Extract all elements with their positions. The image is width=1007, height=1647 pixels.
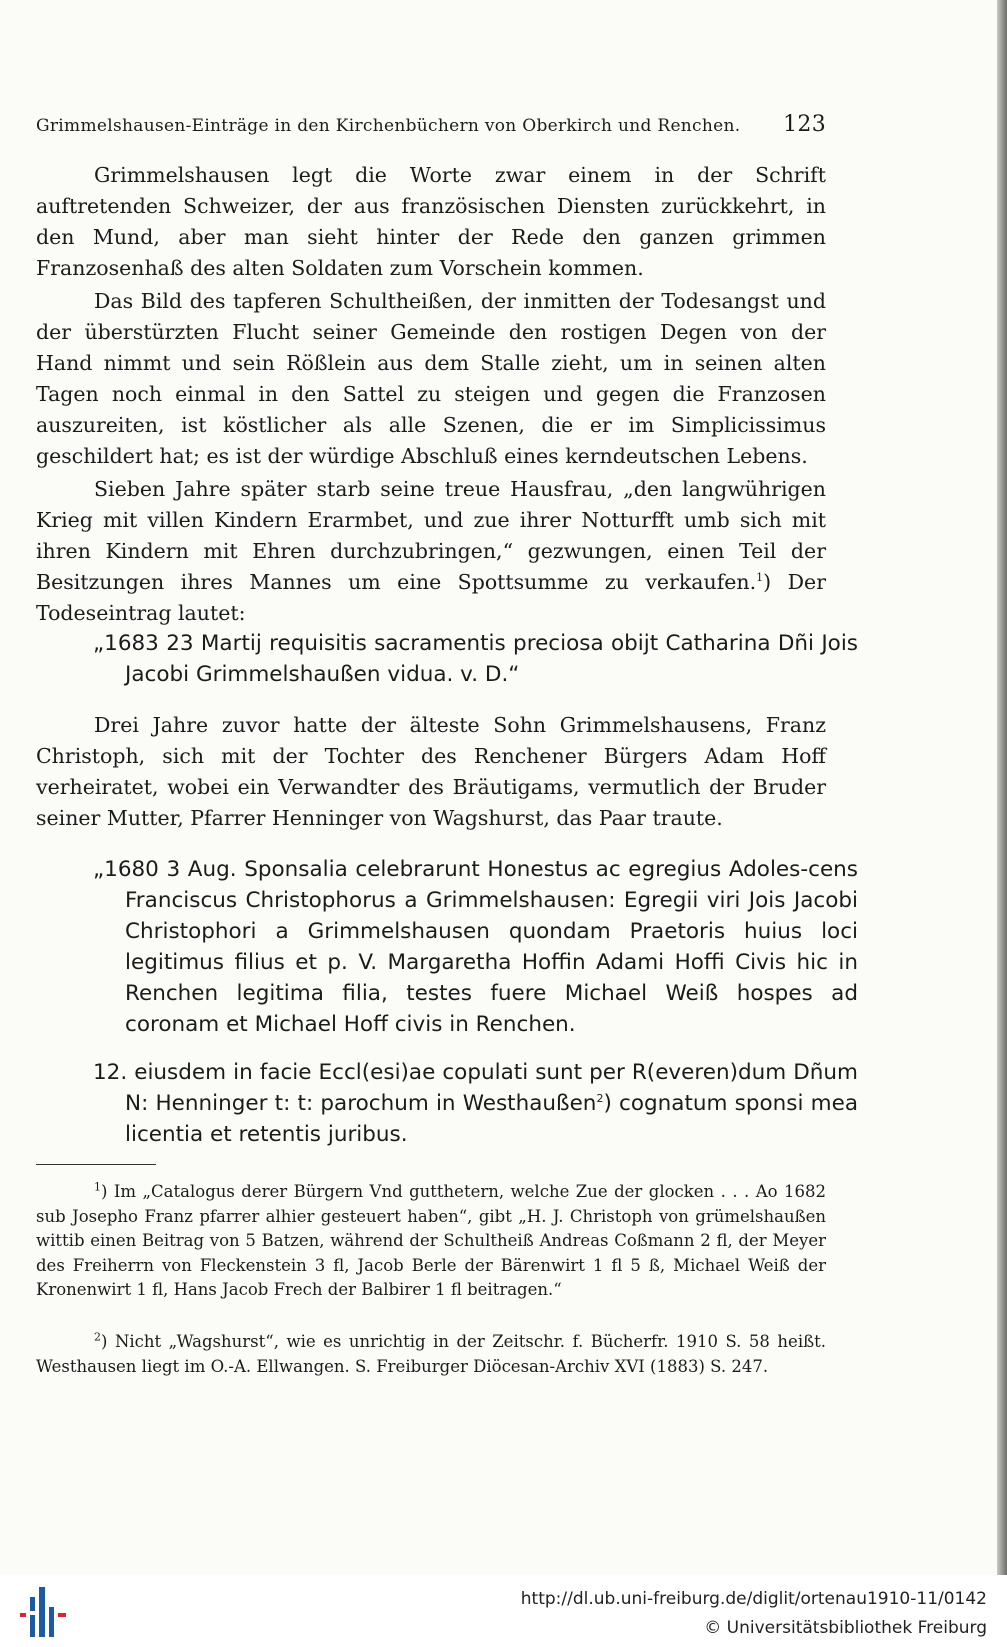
- page-edge-shadow: [997, 0, 1007, 1575]
- footnote-2-text: Nicht „Wagshurst“, wie es unrichtig in der Zeitschr. f. Bücherfr. 1910 S. 58 heißt. Westhausen liegt im O.-A. Ellwangen. S. Freiburger Diöcesan-Archiv XVI (1883) S. 247.: [36, 1332, 826, 1376]
- latin-entry-death: „1683 23 Martij requisitis sacramentis preciosa obijt Catharina Dñi Jois Jacobi Grimmelshaußen vidua. v. D.“: [93, 631, 858, 687]
- paragraph-3: Sieben Jahre später starb seine treue Hausfrau, „den langwührigen Krieg mit villen Kindern Erarmbet, und zue ihrer Notturfft umb sich mit ihren Kindern mit Ehren durchzubringen,“ gezwungen, einen Teil der Besitzungen ihres Mannes um eine Spottsumme zu verkaufen.$^1$) Der Todeseintrag lautet:: [36, 477, 826, 625]
- permalink-link[interactable]: http://dl.ub.uni-freiburg.de/diglit/ortenau1910-11/0142: [520, 1589, 987, 1609]
- latin-entry-wedding-text: 12. eiusdem in facie Eccl(esi)ae copulati sunt per R(everen)dum Dñum N: Henninger t: t: parochum in Westhaußen: [93, 1060, 858, 1116]
- footnote-1-text: Im „Catalogus derer Bürgern Vnd gutthetern, welche Zue der glocken . . . Ao 1682 sub Josepho Franz pfarrer alhier gesteuert haben“, gibt „H. J. Christoph von grümelshaußen wittib einen Beitrag von 5 Batzen, während der Schultheiß Andreas Coßmann 2 fl, der Meyer des Freiherrn von Fleckenstein 3 fl, Jacob Berle der Bärenwirt 1 fl 5 ß, Michael Weiß der Kronenwirt 1 fl, Hans Jacob Frech der Balbirer 1 fl beitragen.“: [36, 1182, 826, 1299]
- footnote-1-number: 1: [94, 1180, 101, 1194]
- ub-freiburg-logo-icon[interactable]: [18, 1585, 68, 1641]
- footnote-2: $^2$) Nicht „Wagshurst“, wie es unrichtig in der Zeitschr. f. Bücherfr. 1910 S. 58 heißt. Westhausen liegt im O.-A. Ellwangen. S. Freiburger Diöcesan-Archiv XVI (1883) S. 247.: [36, 1330, 826, 1376]
- footnote-rule: [36, 1164, 156, 1165]
- latin-entry-marriage: „1680 3 Aug. Sponsalia celebrarunt Honestus ac egregius Adoles-cens Franciscus Christophorus a Grimmelshausen: Egregii viri Jois Jacobi Christophori a Grimmelshausen quondam Praetoris huius loci legitimus filius et p. V. Margaretha Hoffin Adami Hoffi Civis hic in Renchen legitima filia, testes fuere Michael Weiß hospes ad coronam et Michael Hoff civis in Renchen.: [93, 857, 858, 1037]
- paragraph-2: Das Bild des tapferen Schultheißen, der inmitten der Todesangst und der überstürzten Flucht seiner Gemeinde den rostigen Degen von der Hand nimmt und sein Rößlein aus dem Stalle zieht, um in seinen alten Tagen noch einmal in den Sattel zu steigen und gegen die Franzosen auszureiten, ist köstlicher als alle Szenen, die er im Simplicissimus geschildert hat; es ist der würdige Abschluß eines kerndeutschen Lebens.: [36, 289, 826, 468]
- footnote-2-number: 2: [94, 1330, 101, 1344]
- latin-entry-wedding: 12. eiusdem in facie Eccl(esi)ae copulati sunt per R(everen)dum Dñum N: Henninger t: t: parochum in Westhaußen$^2$) cognatum sponsi mea licentia et retentis juribus.: [93, 1060, 858, 1147]
- running-header: [36, 112, 826, 137]
- copyright-notice: © Universitätsbibliothek Freiburg: [704, 1618, 987, 1638]
- paragraph-4: Drei Jahre zuvor hatte der älteste Sohn Grimmelshausens, Franz Christoph, sich mit der Tochter des Renchener Bürgers Adam Hoff verheiratet, wobei ein Verwandter des Bräutigams, vermutlich der Bruder seiner Mutter, Pfarrer Henninger von Wagshurst, das Paar traute.: [36, 713, 826, 830]
- running-title: Grimmelshausen-Einträge in den Kirchenbüchern von Oberkirch und Renchen.: [36, 116, 741, 136]
- latin-entry-wedding-tail: cognatum sponsi mea licentia et retentis juribus.: [125, 1091, 858, 1147]
- footer-bar: [0, 1575, 1007, 1647]
- footnote-mark-1: 1: [756, 571, 764, 585]
- paragraph-3-tail: Der Todeseintrag lautet:: [36, 570, 826, 625]
- paragraph-3-text: Sieben Jahre später starb seine treue Hausfrau, „den langwührigen Krieg mit villen Kindern Erarmbet, und zue ihrer Notturfft umb sich mit ihren Kindern mit Ehren durchzubringen,“ gezwungen, einen Teil der Besitzungen ihres Mannes um eine Spottsumme zu verkaufen.: [36, 477, 826, 594]
- paragraph-1: Grimmelshausen legt die Worte zwar einem in der Schrift auftretenden Schweizer, der aus französischen Diensten zurückkehrt, in den Mund, aber man sieht hinter der Rede den ganzen grimmen Franzosenhaß des alten Soldaten zum Vorschein kommen.: [36, 163, 826, 280]
- page-number: 123: [783, 112, 826, 137]
- footnote-1: $^1$) Im „Catalogus derer Bürgern Vnd gutthetern, welche Zue der glocken . . . Ao 1682 sub Josepho Franz pfarrer alhier gesteuert haben“, gibt „H. J. Christoph von grümelshaußen wittib einen Beitrag von 5 Batzen, während der Schultheiß Andreas Coßmann 2 fl, der Meyer des Freiherrn von Fleckenstein 3 fl, Jacob Berle der Bärenwirt 1 fl 5 ß, Michael Weiß der Kronenwirt 1 fl, Hans Jacob Frech der Balbirer 1 fl beitragen.“: [36, 1180, 826, 1299]
- footnote-mark-2: 2: [596, 1091, 604, 1105]
